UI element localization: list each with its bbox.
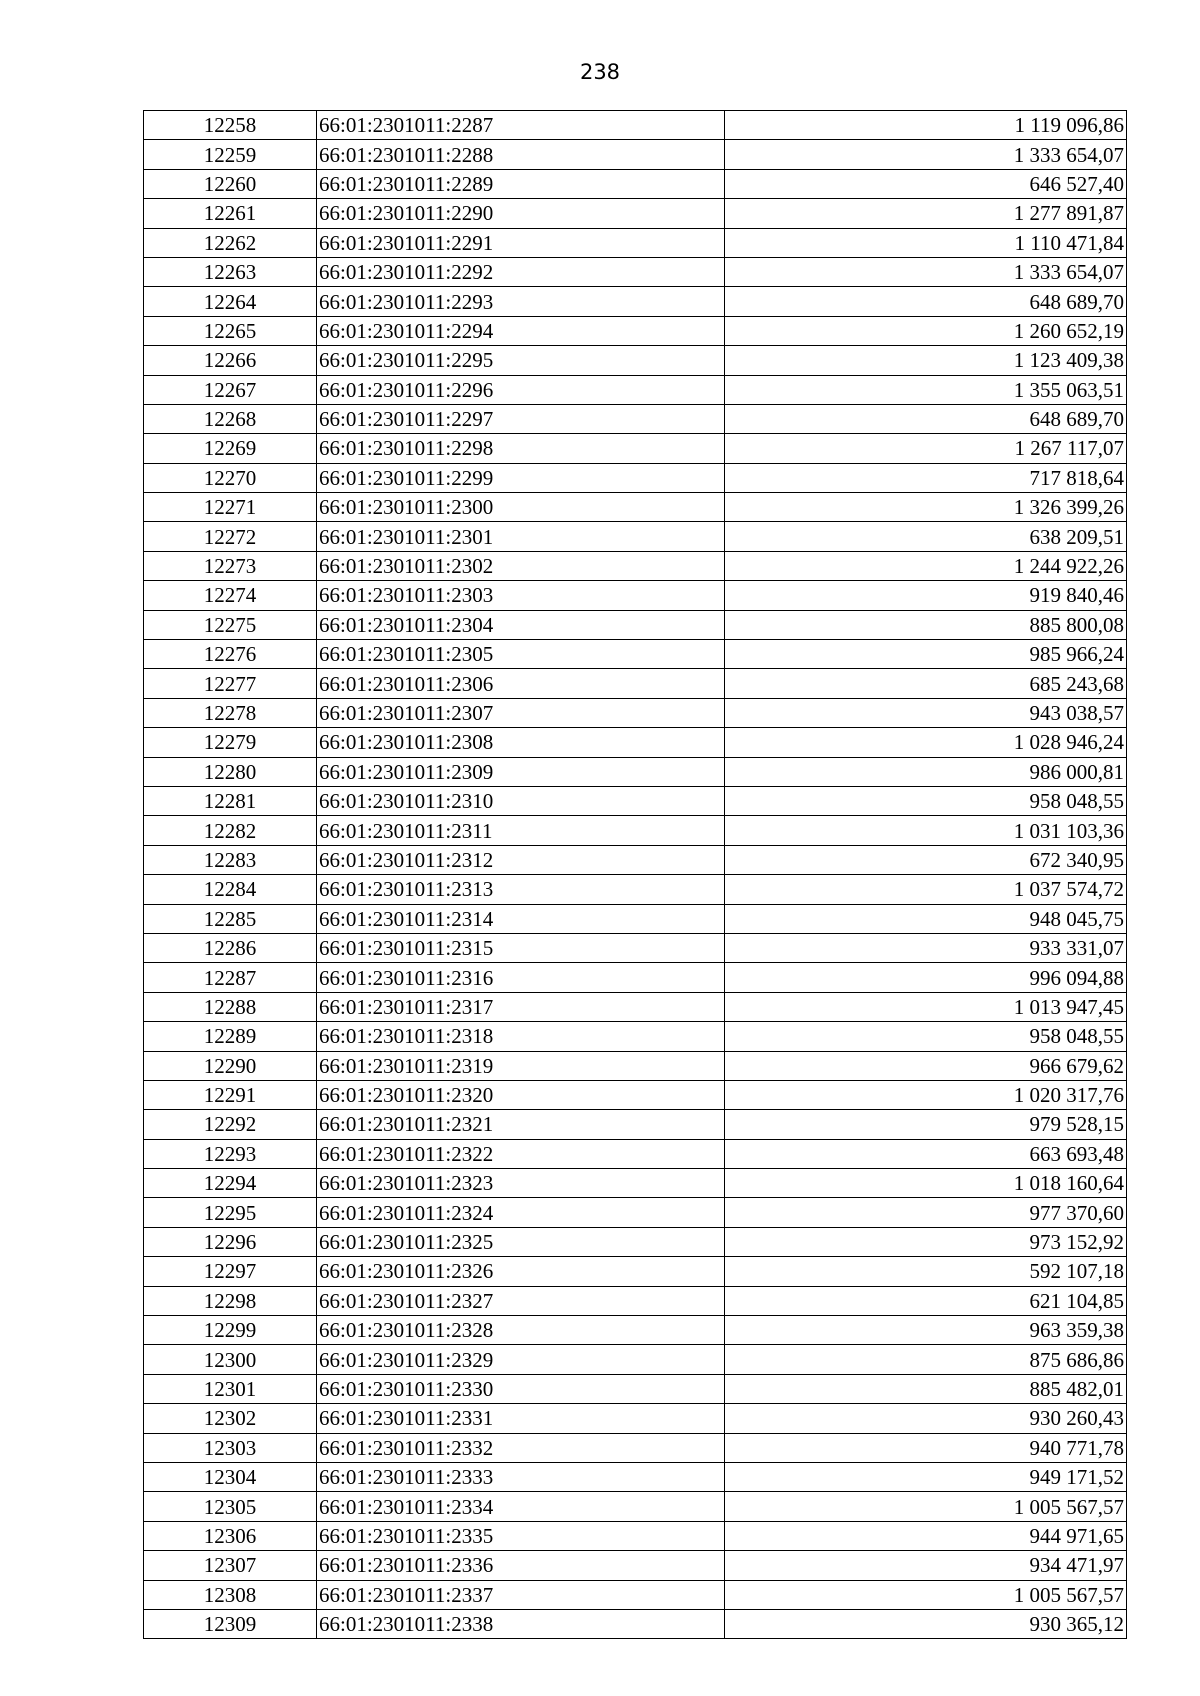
cadastral-number-cell: 66:01:2301011:2319 [317,1051,725,1080]
table-row [144,904,1127,933]
cadastral-value-cell: 1 244 922,26 [725,551,1127,580]
row-number-cell: 12308 [144,1580,317,1609]
row-number-cell: 12304 [144,1462,317,1491]
cadastral-number-cell: 66:01:2301011:2290 [317,199,725,228]
cadastral-value-cell: 996 094,88 [725,963,1127,992]
table-row [144,434,1127,463]
cadastral-number-cell: 66:01:2301011:2289 [317,169,725,198]
table-row [144,992,1127,1021]
row-number-cell: 12280 [144,757,317,786]
cadastral-number-cell: 66:01:2301011:2302 [317,551,725,580]
table-row [144,257,1127,286]
table-row [144,1462,1127,1491]
cadastral-value-cell: 885 800,08 [725,610,1127,639]
cadastral-number-cell: 66:01:2301011:2314 [317,904,725,933]
row-number-cell: 12275 [144,610,317,639]
cadastral-number-cell: 66:01:2301011:2321 [317,1110,725,1139]
cadastral-value-cell: 885 482,01 [725,1374,1127,1403]
cadastral-value-cell: 934 471,97 [725,1551,1127,1580]
cadastral-value-cell: 919 840,46 [725,581,1127,610]
table-row [144,1609,1127,1638]
table-body [144,111,1127,1639]
cadastral-value-cell: 930 365,12 [725,1609,1127,1638]
cadastral-value-cell: 979 528,15 [725,1110,1127,1139]
table-row [144,316,1127,345]
cadastral-value-cell: 685 243,68 [725,669,1127,698]
row-number-cell: 12293 [144,1139,317,1168]
cadastral-value-cell: 943 038,57 [725,698,1127,727]
row-number-cell: 12270 [144,463,317,492]
cadastral-value-cell: 1 260 652,19 [725,316,1127,345]
row-number-cell: 12299 [144,1316,317,1345]
cadastral-number-cell: 66:01:2301011:2334 [317,1492,725,1521]
cadastral-number-cell: 66:01:2301011:2299 [317,463,725,492]
row-number-cell: 12267 [144,375,317,404]
cadastral-number-cell: 66:01:2301011:2312 [317,845,725,874]
table-row [144,551,1127,580]
row-number-cell: 12297 [144,1257,317,1286]
cadastral-value-cell: 1 013 947,45 [725,992,1127,1021]
row-number-cell: 12301 [144,1374,317,1403]
table-row [144,581,1127,610]
table-row [144,963,1127,992]
cadastral-value-cell: 940 771,78 [725,1433,1127,1462]
table-row [144,1257,1127,1286]
table-row [144,669,1127,698]
row-number-cell: 12307 [144,1551,317,1580]
table-row [144,1198,1127,1227]
cadastral-value-table [143,110,1127,1639]
cadastral-number-cell: 66:01:2301011:2300 [317,493,725,522]
cadastral-value-cell: 1 119 096,86 [725,111,1127,140]
table-row [144,875,1127,904]
cadastral-number-cell: 66:01:2301011:2320 [317,1080,725,1109]
cadastral-value-cell: 944 971,65 [725,1521,1127,1550]
cadastral-number-cell: 66:01:2301011:2296 [317,375,725,404]
cadastral-value-cell: 966 679,62 [725,1051,1127,1080]
table-row [144,169,1127,198]
cadastral-value-cell: 1 005 567,57 [725,1492,1127,1521]
cadastral-value-cell: 930 260,43 [725,1404,1127,1433]
row-number-cell: 12271 [144,493,317,522]
table-row [144,199,1127,228]
table-row [144,375,1127,404]
row-number-cell: 12289 [144,1022,317,1051]
table-row [144,1169,1127,1198]
table-row [144,228,1127,257]
cadastral-number-cell: 66:01:2301011:2311 [317,816,725,845]
table-row [144,1404,1127,1433]
cadastral-number-cell: 66:01:2301011:2318 [317,1022,725,1051]
cadastral-value-cell: 958 048,55 [725,1022,1127,1051]
cadastral-value-cell: 1 110 471,84 [725,228,1127,257]
table-row [144,1051,1127,1080]
cadastral-number-cell: 66:01:2301011:2306 [317,669,725,698]
row-number-cell: 12284 [144,875,317,904]
row-number-cell: 12305 [144,1492,317,1521]
cadastral-value-cell: 1 355 063,51 [725,375,1127,404]
table-row [144,757,1127,786]
row-number-cell: 12266 [144,346,317,375]
row-number-cell: 12281 [144,786,317,815]
cadastral-number-cell: 66:01:2301011:2337 [317,1580,725,1609]
cadastral-value-cell: 1 277 891,87 [725,199,1127,228]
row-number-cell: 12291 [144,1080,317,1109]
cadastral-number-cell: 66:01:2301011:2326 [317,1257,725,1286]
table-row [144,1110,1127,1139]
table-row [144,1345,1127,1374]
cadastral-value-cell: 592 107,18 [725,1257,1127,1286]
cadastral-value-cell: 977 370,60 [725,1198,1127,1227]
row-number-cell: 12290 [144,1051,317,1080]
cadastral-number-cell: 66:01:2301011:2291 [317,228,725,257]
cadastral-number-cell: 66:01:2301011:2303 [317,581,725,610]
table-row [144,728,1127,757]
cadastral-value-cell: 1 005 567,57 [725,1580,1127,1609]
cadastral-number-cell: 66:01:2301011:2305 [317,640,725,669]
cadastral-number-cell: 66:01:2301011:2292 [317,257,725,286]
cadastral-number-cell: 66:01:2301011:2332 [317,1433,725,1462]
table-row [144,640,1127,669]
table-row [144,1227,1127,1256]
row-number-cell: 12294 [144,1169,317,1198]
table-row [144,1374,1127,1403]
cadastral-number-cell: 66:01:2301011:2315 [317,933,725,962]
cadastral-value-cell: 1 020 317,76 [725,1080,1127,1109]
cadastral-number-cell: 66:01:2301011:2324 [317,1198,725,1227]
cadastral-value-cell: 1 123 409,38 [725,346,1127,375]
row-number-cell: 12285 [144,904,317,933]
row-number-cell: 12298 [144,1286,317,1315]
table-row [144,786,1127,815]
table-row [144,1080,1127,1109]
table-row [144,1551,1127,1580]
cadastral-number-cell: 66:01:2301011:2295 [317,346,725,375]
row-number-cell: 12262 [144,228,317,257]
row-number-cell: 12260 [144,169,317,198]
cadastral-number-cell: 66:01:2301011:2333 [317,1462,725,1491]
row-number-cell: 12282 [144,816,317,845]
cadastral-value-cell: 646 527,40 [725,169,1127,198]
row-number-cell: 12278 [144,698,317,727]
table-row [144,111,1127,140]
row-number-cell: 12309 [144,1609,317,1638]
cadastral-number-cell: 66:01:2301011:2336 [317,1551,725,1580]
table-row [144,933,1127,962]
cadastral-number-cell: 66:01:2301011:2335 [317,1521,725,1550]
row-number-cell: 12261 [144,199,317,228]
cadastral-number-cell: 66:01:2301011:2338 [317,1609,725,1638]
cadastral-value-cell: 717 818,64 [725,463,1127,492]
row-number-cell: 12286 [144,933,317,962]
cadastral-number-cell: 66:01:2301011:2317 [317,992,725,1021]
cadastral-number-cell: 66:01:2301011:2293 [317,287,725,316]
cadastral-number-cell: 66:01:2301011:2323 [317,1169,725,1198]
cadastral-value-cell: 1 028 946,24 [725,728,1127,757]
table-row [144,1286,1127,1315]
table-row [144,1316,1127,1345]
cadastral-number-cell: 66:01:2301011:2327 [317,1286,725,1315]
cadastral-number-cell: 66:01:2301011:2294 [317,316,725,345]
row-number-cell: 12274 [144,581,317,610]
cadastral-value-cell: 648 689,70 [725,404,1127,433]
row-number-cell: 12264 [144,287,317,316]
cadastral-number-cell: 66:01:2301011:2328 [317,1316,725,1345]
table-row [144,1580,1127,1609]
table-row [144,816,1127,845]
table-row [144,845,1127,874]
cadastral-value-cell: 963 359,38 [725,1316,1127,1345]
row-number-cell: 12300 [144,1345,317,1374]
cadastral-number-cell: 66:01:2301011:2325 [317,1227,725,1256]
table-row [144,1521,1127,1550]
cadastral-value-cell: 958 048,55 [725,786,1127,815]
cadastral-value-cell: 663 693,48 [725,1139,1127,1168]
row-number-cell: 12295 [144,1198,317,1227]
row-number-cell: 12269 [144,434,317,463]
row-number-cell: 12306 [144,1521,317,1550]
cadastral-value-cell: 1 037 574,72 [725,875,1127,904]
cadastral-number-cell: 66:01:2301011:2322 [317,1139,725,1168]
cadastral-value-cell: 875 686,86 [725,1345,1127,1374]
row-number-cell: 12277 [144,669,317,698]
row-number-cell: 12268 [144,404,317,433]
cadastral-value-cell: 1 333 654,07 [725,257,1127,286]
cadastral-value-cell: 1 267 117,07 [725,434,1127,463]
cadastral-value-cell: 638 209,51 [725,522,1127,551]
cadastral-number-cell: 66:01:2301011:2316 [317,963,725,992]
page-number: 238 [579,60,621,84]
cadastral-value-cell: 986 000,81 [725,757,1127,786]
row-number-cell: 12263 [144,257,317,286]
table-row [144,1492,1127,1521]
cadastral-value-cell: 621 104,85 [725,1286,1127,1315]
cadastral-number-cell: 66:01:2301011:2307 [317,698,725,727]
cadastral-value-cell: 1 031 103,36 [725,816,1127,845]
cadastral-number-cell: 66:01:2301011:2310 [317,786,725,815]
table-row [144,493,1127,522]
cadastral-number-cell: 66:01:2301011:2329 [317,1345,725,1374]
row-number-cell: 12265 [144,316,317,345]
cadastral-number-cell: 66:01:2301011:2288 [317,140,725,169]
cadastral-number-cell: 66:01:2301011:2287 [317,111,725,140]
table-row [144,404,1127,433]
cadastral-number-cell: 66:01:2301011:2308 [317,728,725,757]
row-number-cell: 12292 [144,1110,317,1139]
row-number-cell: 12287 [144,963,317,992]
row-number-cell: 12302 [144,1404,317,1433]
cadastral-number-cell: 66:01:2301011:2313 [317,875,725,904]
table-row [144,522,1127,551]
table-row [144,346,1127,375]
table-row [144,1139,1127,1168]
cadastral-value-cell: 948 045,75 [725,904,1127,933]
cadastral-value-cell: 672 340,95 [725,845,1127,874]
table-row [144,1022,1127,1051]
cadastral-number-cell: 66:01:2301011:2309 [317,757,725,786]
cadastral-number-cell: 66:01:2301011:2331 [317,1404,725,1433]
cadastral-number-cell: 66:01:2301011:2330 [317,1374,725,1403]
table-row [144,610,1127,639]
table-row [144,1433,1127,1462]
cadastral-number-cell: 66:01:2301011:2304 [317,610,725,639]
cadastral-number-cell: 66:01:2301011:2298 [317,434,725,463]
row-number-cell: 12283 [144,845,317,874]
cadastral-value-cell: 1 326 399,26 [725,493,1127,522]
row-number-cell: 12276 [144,640,317,669]
table-row [144,140,1127,169]
cadastral-value-cell: 1 333 654,07 [725,140,1127,169]
row-number-cell: 12288 [144,992,317,1021]
row-number-cell: 12279 [144,728,317,757]
table-row [144,698,1127,727]
cadastral-value-cell: 648 689,70 [725,287,1127,316]
table-row [144,463,1127,492]
row-number-cell: 12296 [144,1227,317,1256]
row-number-cell: 12272 [144,522,317,551]
row-number-cell: 12303 [144,1433,317,1462]
cadastral-value-cell: 1 018 160,64 [725,1169,1127,1198]
table-row [144,287,1127,316]
row-number-cell: 12258 [144,111,317,140]
cadastral-number-cell: 66:01:2301011:2301 [317,522,725,551]
row-number-cell: 12259 [144,140,317,169]
row-number-cell: 12273 [144,551,317,580]
cadastral-number-cell: 66:01:2301011:2297 [317,404,725,433]
cadastral-value-cell: 949 171,52 [725,1462,1127,1491]
cadastral-value-cell: 933 331,07 [725,933,1127,962]
cadastral-value-cell: 985 966,24 [725,640,1127,669]
cadastral-value-cell: 973 152,92 [725,1227,1127,1256]
